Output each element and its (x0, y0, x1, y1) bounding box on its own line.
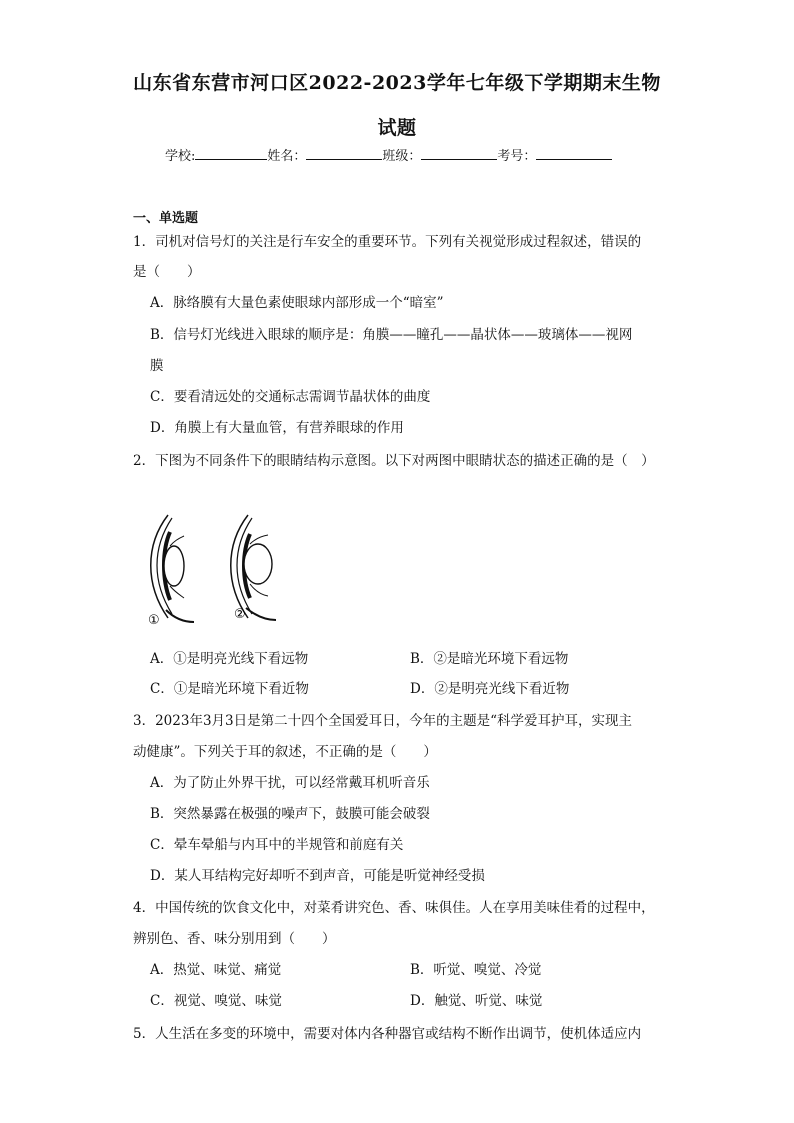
class-blank[interactable] (421, 147, 497, 160)
question-2-option-b[interactable]: B．②是暗光环境下看远物 (410, 651, 569, 667)
question-3-option-a[interactable]: A．为了防止外界干扰，可以经常戴耳机听音乐 (150, 775, 430, 791)
question-2-stem: 2．下图为不同条件下的眼睛结构示意图。以下对两图中眼睛状态的描述正确的是（ ） (133, 453, 655, 469)
exam-number-blank[interactable] (536, 147, 612, 160)
question-4-option-b[interactable]: B．听觉、嗅觉、冷觉 (410, 962, 542, 978)
question-1-stem-2: 是（ ） (133, 264, 201, 280)
eye-structure-figure (140, 510, 290, 630)
question-3-stem-1: 3．2023年3月3日是第二十四个全国爱耳日，今年的主题是“科学爱耳护耳，实现主 (133, 713, 633, 729)
school-label: 学校: (165, 149, 196, 164)
question-1-option-b-cont: 膜 (150, 358, 164, 374)
figure-label-2: ② (234, 607, 246, 622)
exam-title: 山东省东营市河口区2022-2023学年七年级下学期期末生物 (133, 72, 661, 94)
question-5-stem-1: 5．人生活在多变的环境中，需要对体内各种器官或结构不断作出调节，使机体适应内 (133, 1026, 642, 1042)
question-2-option-c[interactable]: C．①是暗光环境下看近物 (150, 681, 309, 697)
name-blank[interactable] (306, 147, 382, 160)
question-3-option-b[interactable]: B．突然暴露在极强的噪声下，鼓膜可能会破裂 (150, 806, 430, 822)
exam-number-label: 考号： (497, 149, 537, 164)
question-4-option-d[interactable]: D．触觉、听觉、味觉 (410, 993, 543, 1009)
question-4-stem-1: 4．中国传统的饮食文化中，对菜肴讲究色、香、味俱佳。人在享用美味佳肴的过程中， (133, 900, 655, 916)
question-1-option-c[interactable]: C．要看清远处的交通标志需调节晶状体的曲度 (150, 389, 431, 405)
name-label: 姓名： (267, 149, 307, 164)
question-3-stem-2: 动健康”。下列关于耳的叙述，不正确的是（ ） (133, 744, 437, 760)
school-blank[interactable] (195, 147, 267, 160)
question-2-option-a[interactable]: A．①是明亮光线下看远物 (150, 651, 309, 667)
eye-diagram-2 (231, 515, 276, 620)
question-1-option-b[interactable]: B．信号灯光线进入眼球的顺序是：角膜——瞳孔——晶状体——玻璃体——视网 (150, 327, 633, 343)
question-4-stem-2: 辨别色、香、味分别用到（ ） (133, 931, 336, 947)
question-3-option-c[interactable]: C．晕车晕船与内耳中的半规管和前庭有关 (150, 837, 404, 853)
exam-title-line2: 试题 (377, 117, 417, 139)
class-label: 班级： (382, 149, 422, 164)
question-1-option-a[interactable]: A．脉络膜有大量色素使眼球内部形成一个“暗室” (150, 295, 444, 311)
question-3-option-d[interactable]: D．某人耳结构完好却听不到声音，可能是听觉神经受损 (150, 868, 485, 884)
eye-diagram-1 (151, 515, 194, 622)
question-1-option-d[interactable]: D．角膜上有大量血管，有营养眼球的作用 (150, 420, 404, 436)
question-4-option-a[interactable]: A．热觉、味觉、痛觉 (150, 962, 282, 978)
question-4-option-c[interactable]: C．视觉、嗅觉、味觉 (150, 993, 282, 1009)
student-info-row (165, 145, 612, 164)
figure-label-1: ① (148, 613, 160, 628)
question-2-option-d[interactable]: D．②是明亮光线下看近物 (410, 681, 570, 697)
question-1-stem-1: 1．司机对信号灯的关注是行车安全的重要环节。下列有关视觉形成过程叙述，错误的 (133, 234, 642, 250)
section-title: 一、单选题 (133, 211, 199, 226)
